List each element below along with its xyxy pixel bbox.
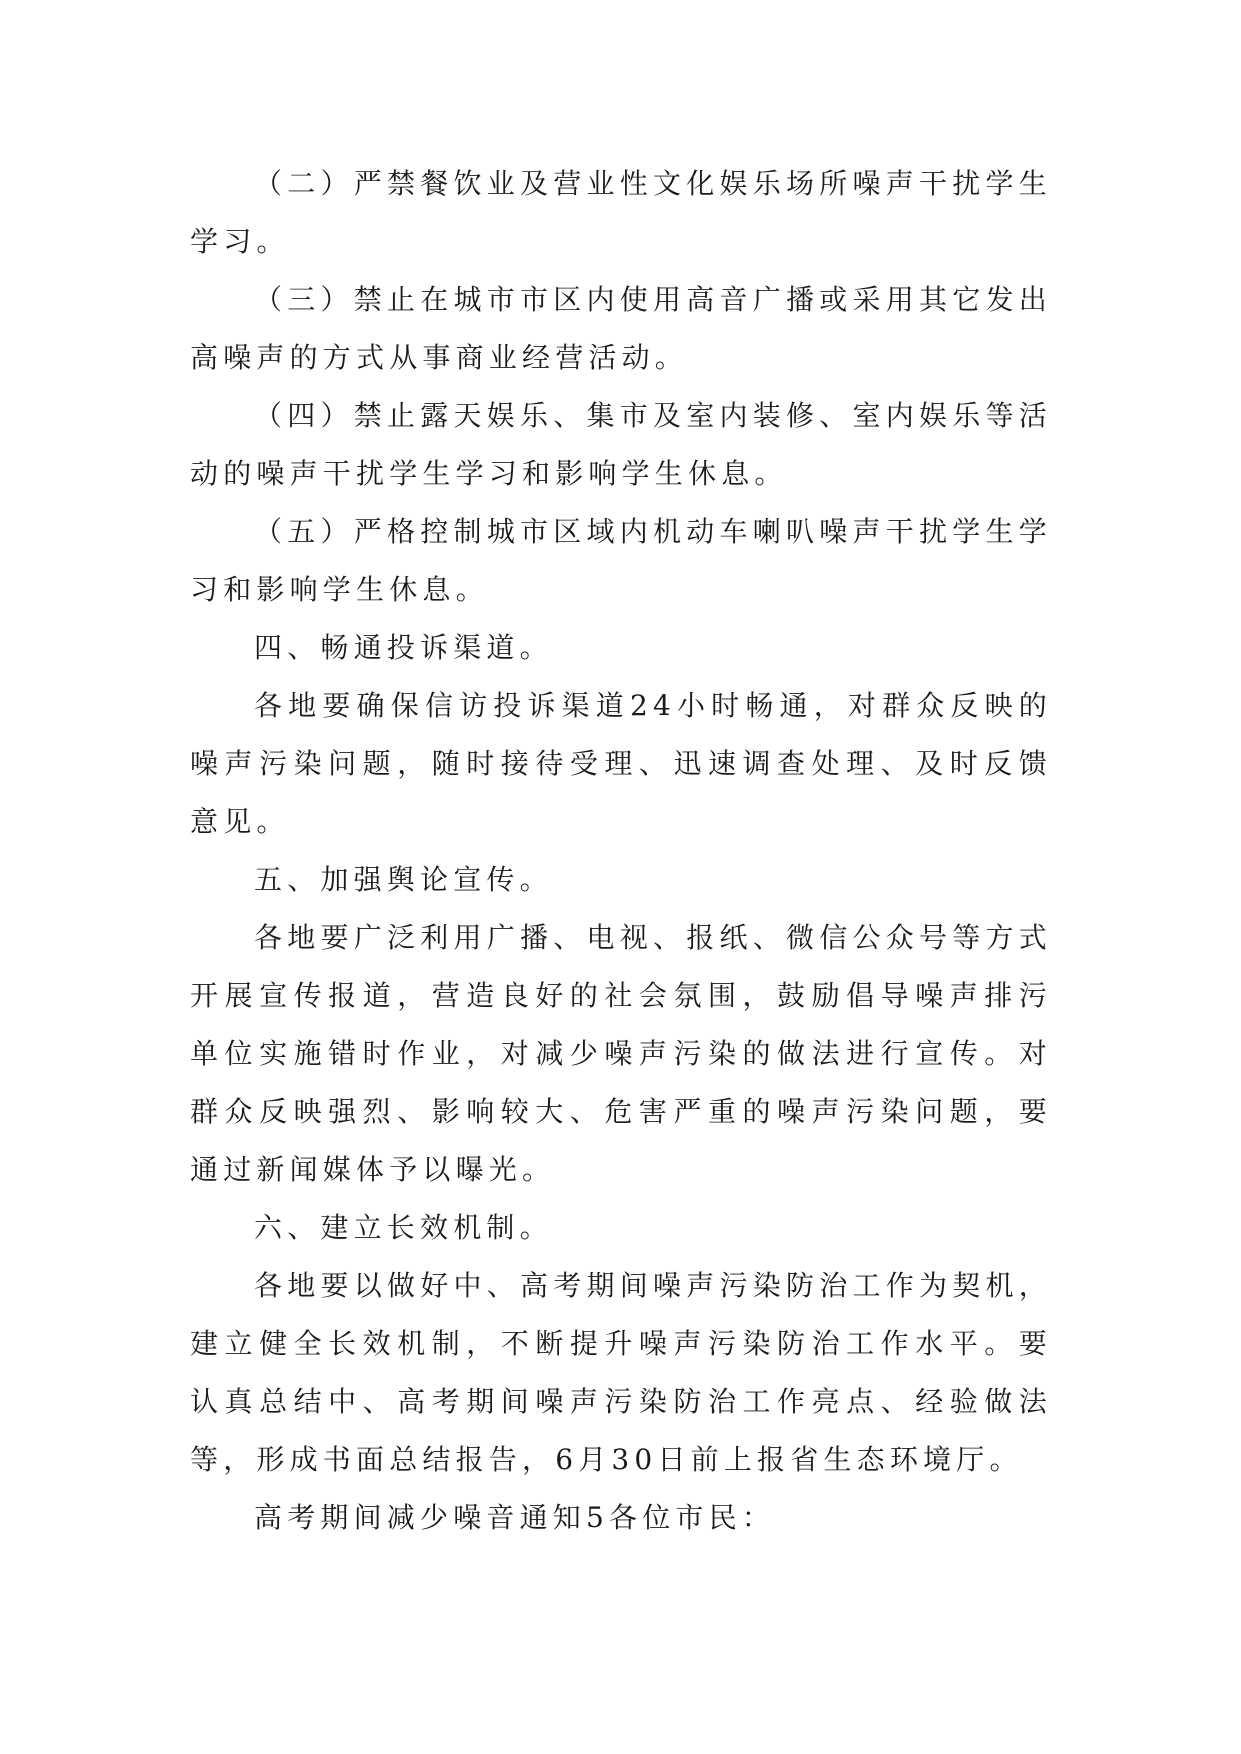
paragraph-item-2: （二）严禁餐饮业及营业性文化娱乐场所噪声干扰学生学习。 xyxy=(190,167,1052,258)
paragraph-item-4: （四）禁止露天娱乐、集市及室内装修、室内娱乐等活动的噪声干扰学生学习和影响学生休息。 xyxy=(190,399,1052,490)
notice-heading: 高考期间减少噪音通知5各位市民： xyxy=(254,1501,776,1534)
paragraph-item-3: （三）禁止在城市市区内使用高音广播或采用其它发出高噪声的方式从事商业经营活动。 xyxy=(190,283,1052,374)
paragraph-long-term-mechanism: 各地要以做好中、高考期间噪声污染防治工作为契机，建立健全长效机制，不断提升噪声污染防治工作水平。要认真总结中、高考期间噪声污染防治工作亮点、经验做法等，形成书面总结报告，6月30日前上报省生态环境厅。 xyxy=(190,1269,1052,1476)
paragraph-complaint-channels: 各地要确保信访投诉渠道24小时畅通，对群众反映的噪声污染问题，随时接待受理、迅速调查处理、及时反馈意见。 xyxy=(190,689,1052,838)
section-heading-long-term-mechanism: 六、建立长效机制。 xyxy=(254,1211,553,1244)
paragraph-item-5: （五）严格控制城市区域内机动车喇叭噪声干扰学生学习和影响学生休息。 xyxy=(190,515,1052,606)
section-heading-complaint-channels: 四、畅通投诉渠道。 xyxy=(254,631,553,664)
paragraph-publicity: 各地要广泛利用广播、电视、报纸、微信公众号等方式开展宣传报道，营造良好的社会氛围，鼓励倡导噪声排污单位实施错时作业，对减少噪声污染的做法进行宣传。对群众反映强烈、影响较大、危害严重的噪声污染问题，要通过新闻媒体予以曝光。 xyxy=(190,921,1052,1186)
section-heading-publicity: 五、加强舆论宣传。 xyxy=(254,863,553,896)
document-body xyxy=(190,155,1052,1547)
